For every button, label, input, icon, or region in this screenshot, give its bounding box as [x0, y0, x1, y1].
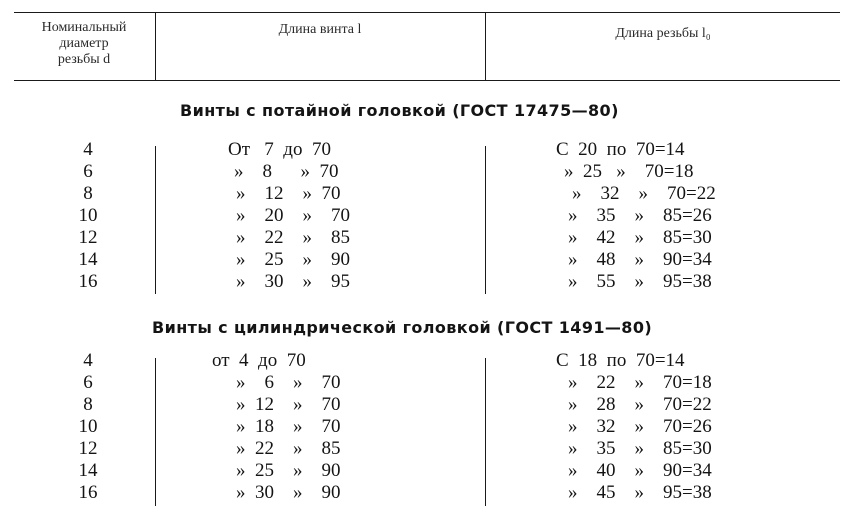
section-2-diameters: [58, 350, 118, 504]
thread-cell: С 18 по 70=14: [556, 350, 685, 371]
header-diameter-line-2: диаметр: [59, 36, 109, 51]
thread-cell: » 35 » 85=26: [568, 205, 712, 226]
section-1-divider-1: [155, 146, 156, 294]
diameter-cell: 16: [78, 271, 98, 292]
length-cell: » 22 » 85: [236, 227, 350, 248]
header-divider-2: [485, 12, 486, 81]
length-cell: » 30 » 90: [236, 482, 341, 503]
section-title-cylindrical: Винты с цилиндрической головкой (ГОСТ 1491—80): [152, 318, 653, 337]
header-diameter: [14, 20, 154, 68]
diameter-cell: 8: [83, 394, 93, 415]
section-1-threads: [556, 139, 716, 293]
length-cell: » 25 » 90: [236, 249, 350, 270]
thread-cell: » 35 » 85=30: [568, 438, 712, 459]
length-cell: » 12 » 70: [236, 183, 341, 204]
thread-cell: » 55 » 95=38: [568, 271, 712, 292]
length-cell: » 8 » 70: [234, 161, 339, 182]
length-cell: » 18 » 70: [236, 416, 341, 437]
header-bottom-rule: [14, 80, 840, 81]
thread-cell: » 28 » 70=22: [568, 394, 712, 415]
diameter-cell: 4: [83, 139, 93, 160]
thread-cell: С 20 по 70=14: [556, 139, 685, 160]
diameter-cell: 10: [78, 416, 98, 437]
section-2-threads: [556, 350, 712, 504]
length-cell: » 30 » 95: [236, 271, 350, 292]
header-diameter-line-3: резьбы d: [57, 52, 111, 67]
diameter-cell: 6: [83, 372, 93, 393]
length-cell: От 7 до 70: [228, 139, 331, 160]
header-screw-length: Длина винта l: [278, 22, 362, 37]
section-2-divider-2: [485, 358, 486, 506]
thread-cell: » 40 » 90=34: [568, 460, 712, 481]
length-cell: » 20 » 70: [236, 205, 350, 226]
diameter-cell: 10: [78, 205, 98, 226]
thread-cell: » 22 » 70=18: [568, 372, 712, 393]
header-thread-length: Длина резьбы l₀: [615, 26, 711, 41]
diameter-cell: 14: [78, 460, 98, 481]
thread-cell: » 48 » 90=34: [568, 249, 712, 270]
thread-cell: » 25 » 70=18: [564, 161, 694, 182]
section-1-lengths: [228, 139, 350, 293]
thread-cell: » 45 » 95=38: [568, 482, 712, 503]
diameter-cell: 4: [83, 350, 93, 371]
diameter-cell: 16: [78, 482, 98, 503]
thread-cell: » 32 » 70=26: [568, 416, 712, 437]
diameter-cell: 8: [83, 183, 93, 204]
length-cell: » 25 » 90: [236, 460, 341, 481]
header-diameter-line-1: Номинальный: [41, 20, 127, 35]
section-title-countersunk: Винты с потайной головкой (ГОСТ 17475—80): [180, 101, 619, 120]
length-cell: » 12 » 70: [236, 394, 341, 415]
diameter-cell: 12: [78, 438, 98, 459]
thread-cell: » 42 » 85=30: [568, 227, 712, 248]
section-2-lengths: [212, 350, 341, 504]
diameter-cell: 12: [78, 227, 98, 248]
section-1-diameters: [58, 139, 118, 293]
length-cell: от 4 до 70: [212, 350, 306, 371]
diameter-cell: 14: [78, 249, 98, 270]
header-top-rule: [14, 12, 840, 13]
length-cell: » 22 » 85: [236, 438, 341, 459]
section-1-divider-2: [485, 146, 486, 294]
diameter-cell: 6: [83, 161, 93, 182]
section-2-divider-1: [155, 358, 156, 506]
length-cell: » 6 » 70: [236, 372, 341, 393]
thread-cell: » 32 » 70=22: [572, 183, 716, 204]
